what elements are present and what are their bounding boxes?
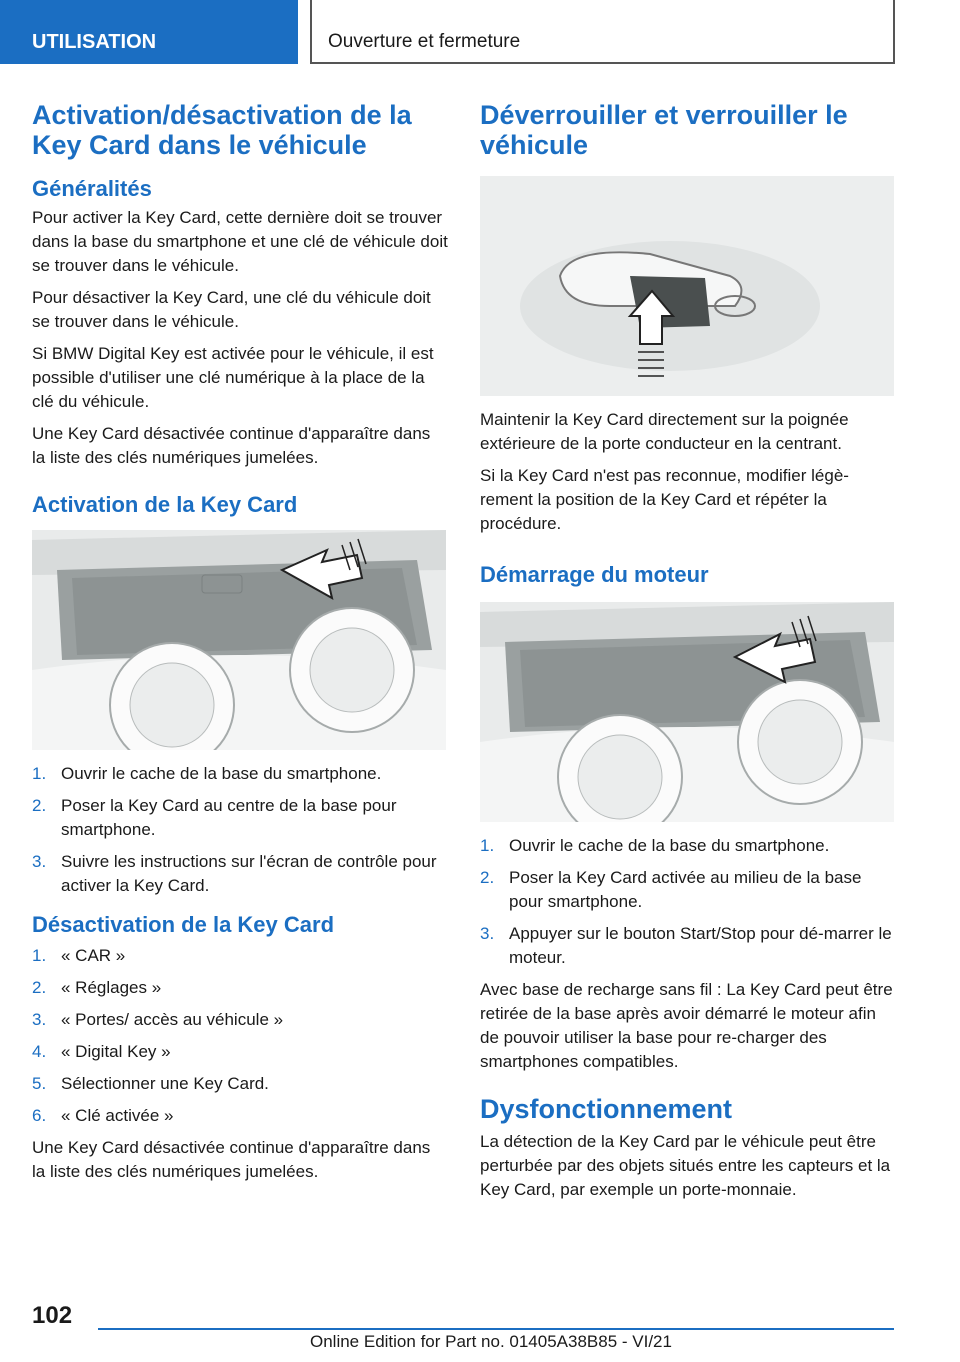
section-heading-malfunction: Dysfonctionnement — [480, 1094, 733, 1124]
deactivation-steps-list — [32, 944, 448, 1128]
start-steps-list — [480, 834, 896, 970]
paragraph: Si BMW Digital Key est activée pour le véhicule, il est possible d'utiliser une clé numérique à la place de la clé du véhicule. — [32, 344, 434, 411]
paragraph: Une Key Card désactivée continue d'apparaître dans la liste des clés numériques jumelées. — [32, 1138, 431, 1181]
section-tab: UTILISATION — [0, 0, 298, 64]
section-heading-unlock: Déverrouiller et verrouiller le véhicule — [480, 100, 848, 160]
paragraph: Avec base de recharge sans fil : La Key Card peut être retirée de la base après avoir démarré le moteur afin de pouvoir utiliser la base pour re-charger des smartphones compatibles. — [480, 980, 893, 1071]
list-item: 2. Poser la Key Card activée au milieu de la base pour smartphone. — [480, 868, 862, 911]
list-item: 2. « Réglages » — [32, 978, 162, 997]
list-item: 3. Suivre les instructions sur l'écran de contrôle pour activer la Key Card. — [32, 852, 437, 895]
paragraph: Maintenir la Key Card directement sur la poignée extérieure de la porte conducteur en la centrant. — [480, 410, 849, 453]
list-item: 1. Ouvrir le cache de la base du smartphone. — [480, 836, 830, 855]
list-item: 2. Poser la Key Card au centre de la base pour smartphone. — [32, 796, 397, 839]
list-item: 6. « Clé activée » — [32, 1106, 174, 1125]
chapter-title: Ouverture et fermeture — [310, 0, 895, 64]
paragraph: Pour activer la Key Card, cette dernière doit se trouver dans la base du smartphone et une clé de véhicule doit se trouver dans le véhicule. — [32, 208, 448, 275]
list-item: 1. Ouvrir le cache de la base du smartphone. — [32, 764, 382, 783]
paragraph: Si la Key Card n'est pas reconnue, modifier légè-rement la position de la Key Card et répéter la procédure. — [480, 466, 849, 533]
left-column — [32, 100, 448, 1192]
section-heading-key-card: Activation/désactivation de la Key Card dans le véhicule — [32, 100, 412, 160]
smartphone-tray-graphic — [32, 530, 446, 750]
footer-edition: Online Edition for Part no. 01405A38B85 - VI/21 — [310, 1332, 672, 1351]
right-column — [480, 100, 896, 1210]
smartphone-tray-illustration — [32, 530, 446, 750]
activation-steps-list — [32, 762, 448, 898]
subheading-start-engine: Démarrage du moteur — [480, 562, 709, 587]
subheading-general: Généralités — [32, 176, 152, 201]
start-tray-illustration — [480, 602, 894, 822]
start-tray-graphic — [480, 602, 894, 822]
list-item: 3. « Portes/ accès au véhicule » — [32, 1010, 284, 1029]
door-handle-illustration — [480, 176, 894, 396]
list-item: 5. Sélectionner une Key Card. — [32, 1074, 269, 1093]
footer-divider — [98, 1328, 894, 1330]
list-item: 4. « Digital Key » — [32, 1042, 171, 1061]
paragraph: Pour désactiver la Key Card, une clé du véhicule doit se trouver dans le véhicule. — [32, 288, 431, 331]
subheading-activation: Activation de la Key Card — [32, 492, 298, 517]
list-item: 1. « CAR » — [32, 946, 126, 965]
subheading-deactivation: Désactivation de la Key Card — [32, 912, 335, 937]
page-number: 102 — [32, 1302, 73, 1329]
door-handle-graphic — [480, 176, 894, 396]
paragraph: La détection de la Key Card par le véhicule peut être perturbée par des objets situés entre les capteurs et la Key Card, par exemple un porte-monnaie. — [480, 1132, 891, 1199]
list-item: 3. Appuyer sur le bouton Start/Stop pour dé-marrer le moteur. — [480, 924, 892, 967]
paragraph: Une Key Card désactivée continue d'apparaître dans la liste des clés numériques jumelées. — [32, 424, 431, 467]
